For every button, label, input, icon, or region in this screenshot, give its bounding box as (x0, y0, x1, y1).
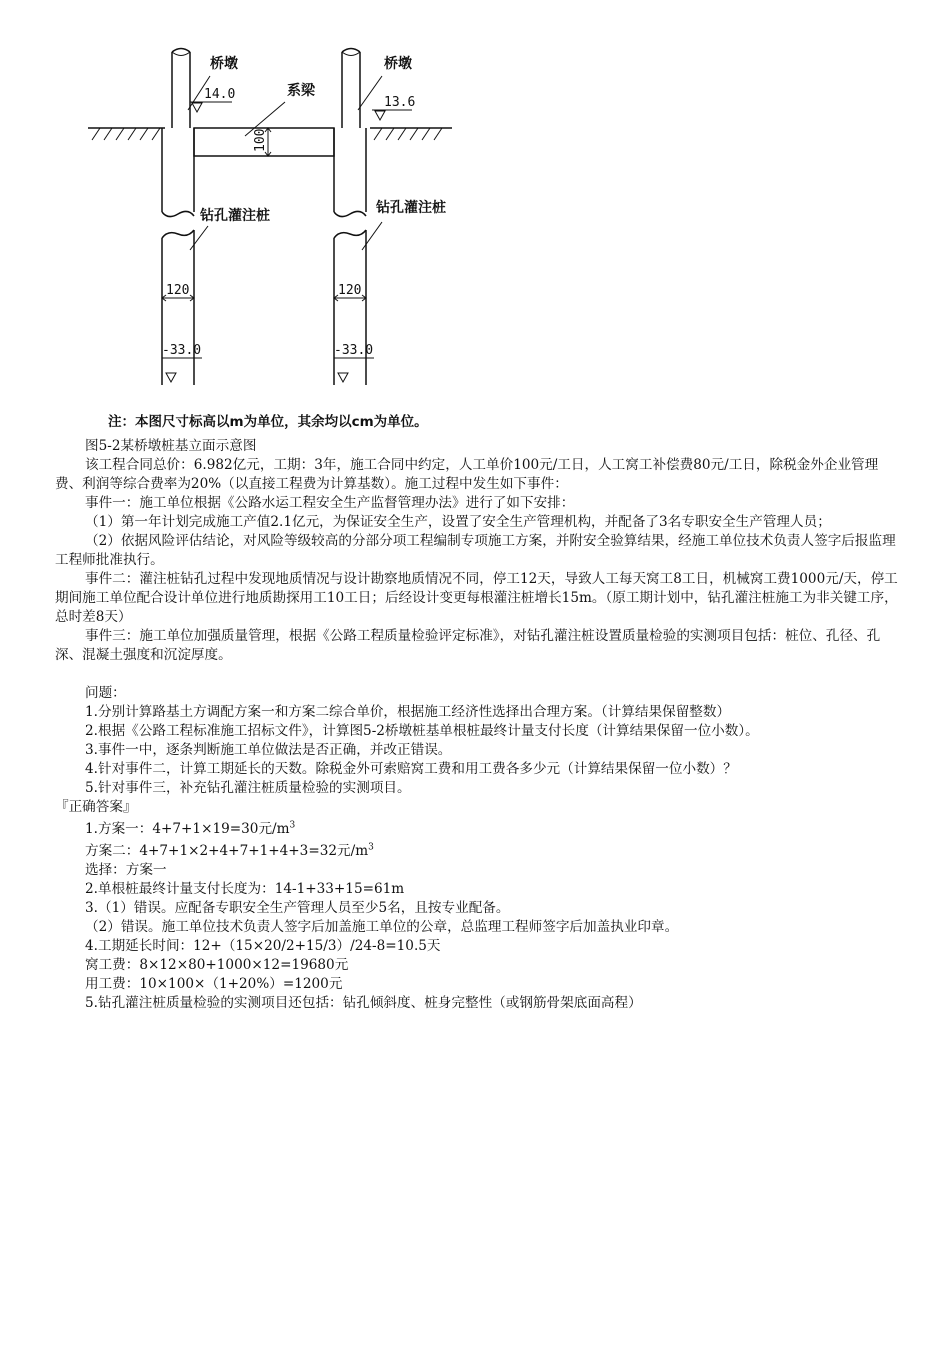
event-one-item-2: （2）依据风险评估结论，对风险等级较高的分部分项工程编制专项施工方案，并附安全验算结果，经施工单位技术负责人签字后报监理工程师批准执行。 (55, 533, 896, 568)
question-4: 4.针对事件二，计算工期延长的天数。除税金外可索赔窝工费和用工费各多少元（计算结果保留一位小数）？ (85, 761, 737, 777)
answer-3-1: 3.（1）错误。应配备专职安全生产管理人员至少5名，且按专业配备。 (85, 900, 510, 916)
pier-left (172, 52, 190, 128)
figure-caption: 图5-2某桥墩桩基立面示意图 (85, 438, 257, 454)
answer-1-line-1: 1.方案一：4+7+1×19=30元$/m^3$ (85, 820, 296, 837)
leader-pile-left (190, 226, 208, 250)
elev-marker-right-top (375, 111, 385, 120)
answer-1-line-2: 方案二：4+7+1×2+4+7+1+4+3=32元$/m^3$ (85, 842, 374, 859)
elev-left-bottom: -33.0 (162, 343, 202, 358)
event-one-item-1: （1）第一年计划完成施工产值2.1亿元，为保证安全生产，设置了安全生产管理机构，并配备了3名专职安全生产管理人员； (85, 514, 831, 530)
pier-right (342, 52, 360, 128)
answer-heading: 『正确答案』 (55, 799, 137, 815)
elev-marker-left-bottom (166, 373, 176, 382)
pile-left-upper (162, 128, 194, 212)
question-3: 3.事件一中，逐条判断施工单位做法是否正确，并改正错误。 (85, 742, 452, 758)
document-body (55, 437, 900, 1013)
elev-marker-left-top (192, 103, 202, 112)
label-pier-right: 桥墩 (384, 56, 412, 72)
pile-right-break-upper (334, 211, 366, 216)
pile-left-break-upper (162, 211, 194, 216)
elev-right-bottom: -33.0 (334, 343, 374, 358)
leader-pile-right (362, 222, 382, 250)
pile-right-break-lower (334, 230, 366, 238)
pier-pile-elevation-diagram (80, 40, 500, 445)
background-para-1: 该工程合同总价：6.982亿元，工期：3年，施工合同中约定，人工单价100元/工日，人工窝工补偿费80元/工日，除税金外企业管理费、利润等综合费率为20%（以直接工程费为计算基数）。施工过程中发生如下事件： (55, 457, 879, 492)
label-pile-left: 钻孔灌注桩 (200, 208, 270, 224)
answer-2: 2.单根桩最终计量支付长度为：14-1+33+15=61m (85, 881, 405, 897)
pier-right-break-top (342, 49, 360, 53)
label-tie-beam: 系梁 (287, 83, 315, 99)
pile-dia-right: 120 (338, 283, 362, 298)
beam-height-value: 100 (253, 128, 268, 152)
question-2: 2.根据《公路工程标准施工招标文件》，计算图5-2桥墩桩基单根桩最终计量支付长度（计算结果保留一位小数）。 (85, 723, 759, 739)
pile-right-upper (334, 128, 366, 212)
event-two: 事件二：灌注桩钻孔过程中发现地质情况与设计勘察地质情况不同，停工12天，导致人工每天窝工8工日，机械窝工费1000元/天，停工期间施工单位配合设计单位进行地质勘探用工10工日；后经设计变更每根灌注桩增长15m。（原工期计划中，钻孔灌注桩施工为非关键工序，总时差8天） (55, 571, 898, 625)
pier-left-break-top (172, 49, 190, 53)
elev-left-top: 14.0 (204, 87, 236, 102)
answer-3-2: （2）错误。施工单位技术负责人签字后加盖施工单位的公章，总监理工程师签字后加盖执业印章。 (85, 919, 679, 935)
answer-4-3: 用工费：10×100×（1+20%）=1200元 (85, 976, 343, 992)
pile-dia-left: 120 (166, 283, 190, 298)
elev-marker-right-bottom (338, 373, 348, 382)
answer-1-line-3: 选择：方案一 (85, 862, 167, 878)
event-one-heading: 事件一：施工单位根据《公路水运工程安全生产监督管理办法》进行了如下安排： (85, 495, 575, 511)
label-pier-left: 桥墩 (210, 56, 238, 72)
question-5: 5.针对事件三，补充钻孔灌注桩质量检验的实测项目。 (85, 780, 411, 796)
figure-note: 注：本图尺寸标高以m为单位，其余均以cm为单位。 (108, 414, 428, 430)
questions-heading: 问题： (85, 685, 126, 701)
label-pile-right: 钻孔灌注桩 (376, 200, 446, 216)
pile-left-lower (162, 230, 194, 385)
leader-pier-right (358, 76, 382, 110)
elev-right-top: 13.6 (384, 95, 416, 110)
event-three: 事件三：施工单位加强质量管理，根据《公路工程质量检验评定标准》，对钻孔灌注桩设置质量检验的实测项目包括：桩位、孔径、孔深、混凝土强度和沉淀厚度。 (55, 628, 881, 663)
answer-5: 5.钻孔灌注桩质量检验的实测项目还包括：钻孔倾斜度、桩身完整性（或钢筋骨架底面高程） (85, 995, 642, 1011)
pile-left-break-lower (162, 230, 194, 238)
answer-4-1: 4.工期延长时间：12+（15×20/2+15/3）/24-8=10.5天 (85, 938, 441, 954)
question-1: 1.分别计算路基土方调配方案一和方案二综合单价，根据施工经济性选择出合理方案。（计算结果保留整数） (85, 704, 731, 720)
pile-right-lower (334, 230, 366, 385)
answer-4-2: 窝工费：8×12×80+1000×12=19680元 (85, 957, 349, 973)
